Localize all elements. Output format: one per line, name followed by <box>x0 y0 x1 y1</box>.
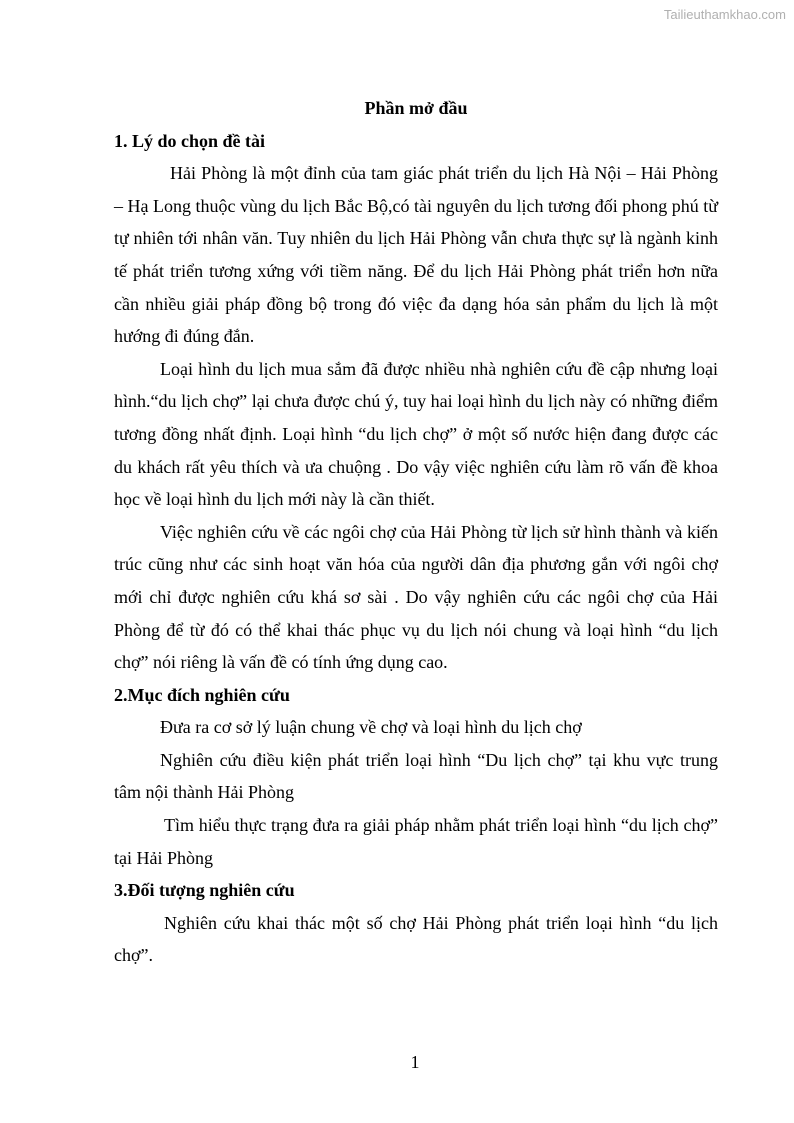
paragraph: Hải Phòng là một đỉnh của tam giác phát triển du lịch Hà Nội – Hải Phòng – Hạ Long thuộc vùng du lịch Bắc Bộ,có tài nguyên du lịch tương đối phong phú từ tự nhiên tới nhân văn. Tuy nhiên du lịch Hải Phòng vẫn chưa thực sự là ngành kinh tế phát triển tương xứng với tiềm năng. Để du lịch Hải Phòng phát triển hơn nữa cần nhiều giải pháp đồng bộ trong đó việc đa dạng hóa sản phẩm du lịch là một hướng đi đúng đắn. <box>114 163 718 347</box>
paragraph: Tìm hiểu thực trạng đưa ra giải pháp nhằm phát triển loại hình “du lịch chợ” tại Hải Phòng <box>114 815 718 868</box>
paragraph: Nghiên cứu điều kiện phát triển loại hình “Du lịch chợ” tại khu vực trung tâm nội thành Hải Phòng <box>114 749 718 803</box>
page-number: 1 <box>410 1052 420 1072</box>
section-heading-1: 1. Lý do chọn đề tài <box>114 130 266 151</box>
section-heading-3: 3.Đối tượng nghiên cứu <box>114 880 295 901</box>
document-body <box>114 92 718 972</box>
paragraph: Loại hình du lịch mua sắm đã được nhiều nhà nghiên cứu đề cập nhưng loại hình.“du lịch chợ” lại chưa được chú ý, tuy hai loại hình du lịch này có những điểm tương đồng nhất định. Loại hình “du lịch chợ” ở một số nước hiện đang được các du khách rất yêu thích và ưa chuộng . Do vậy việc nghiên cứu làm rõ vấn đề khoa học về loại hình du lịch mới này là cần thiết. <box>114 358 718 510</box>
section-heading-2: 2.Mục đích nghiên cứu <box>114 684 290 705</box>
paragraph: Nghiên cứu khai thác một số chợ Hải Phòng phát triển loại hình “du lịch chợ”. <box>114 912 718 966</box>
watermark-text: Tailieuthamkhao.com <box>663 7 786 22</box>
paragraph: Việc nghiên cứu về các ngôi chợ của Hải Phòng từ lịch sử hình thành và kiến trúc cũng như các sinh hoạt văn hóa của người dân địa phương gắn với ngôi chợ mới chỉ được nghiên cứu khá sơ sài . Do vậy nghiên cứu các ngôi chợ của Hải Phòng để từ đó có thể khai thác phục vụ du lịch nói chung và loại hình “du lịch chợ” nói riêng là vấn đề có tính ứng dụng cao. <box>114 521 718 673</box>
paragraph: Đưa ra cơ sở lý luận chung về chợ và loại hình du lịch chợ <box>160 717 582 738</box>
page-title: Phần mở đầu <box>364 98 468 118</box>
